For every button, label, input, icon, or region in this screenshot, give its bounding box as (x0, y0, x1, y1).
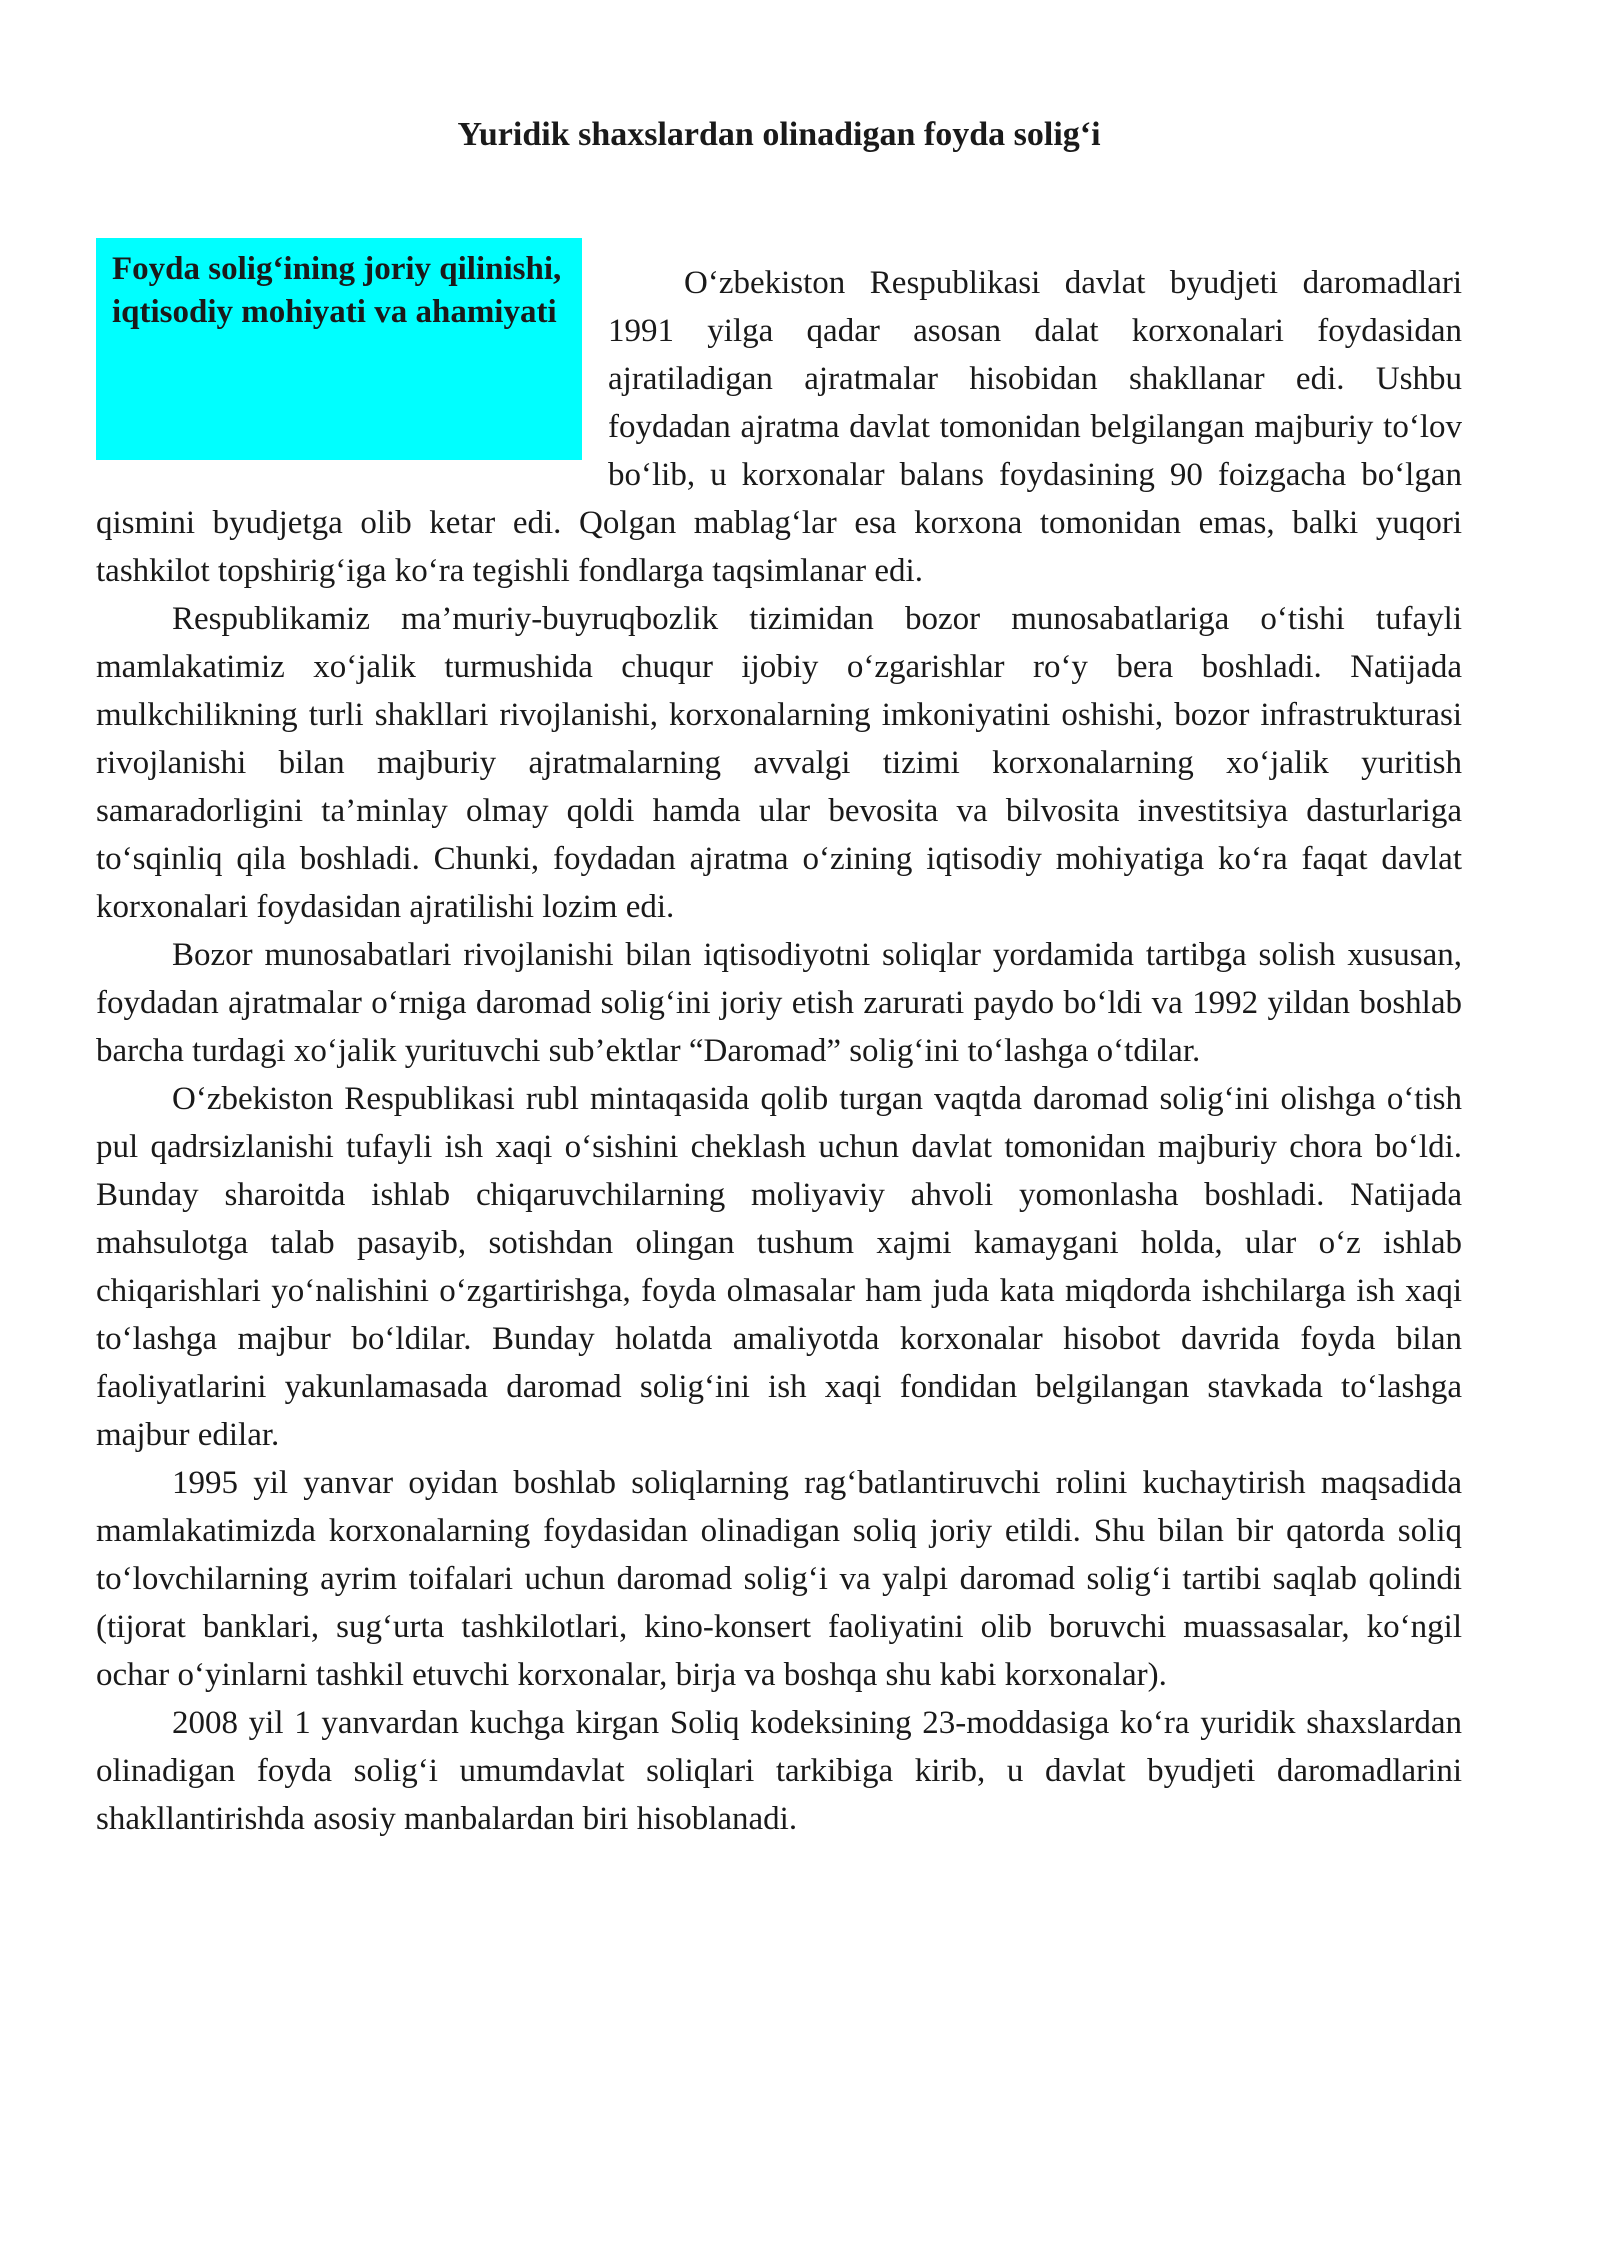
paragraph: 1995 yil yanvar oyidan boshlab soliqlarning rag‘batlantiruvchi rolini kuchaytirish maqsadida mamlakatimizda korxonalarning foydasidan olinadigan soliq joriy etildi. Shu bilan bir qatorda soliq to‘lovchilarning ayrim toifalari uchun daromad solig‘i va yalpi daromad solig‘i tartibi saqlab qolindi (tijorat banklari, sug‘urta tashkilotlari, kino-konsert faoliyatini olib boruvchi muassasalar, ko‘ngil ochar o‘yinlarni tashkil etuvchi korxonalar, birja va boshqa shu kabi korxonalar). (96, 1465, 1462, 1693)
paragraph: O‘zbekiston Respublikasi davlat byudjeti daromadlari 1991 yilga qadar asosan dalat korxonalari foydasidan ajratiladigan ajratmalar hisobidan shakllanar edi. Ushbu foydadan ajratma davlat tomonidan belgilangan majburiy to‘lov bo‘lib, u korxonalar balans foydasining 90 foizgacha bo‘lgan qismini byudjetga olib ketar edi. Qolgan mablag‘lar esa korxona tomonidan emas, balki yuqori tashkilot topshirig‘iga ko‘ra tegishli fondlarga taqsimlanar edi. (96, 265, 1462, 589)
paragraph: Bozor munosabatlari rivojlanishi bilan iqtisodiyotni soliqlar yordamida tartibga solish xususan, foydadan ajratmalar o‘rniga daromad solig‘ini joriy etish zarurati paydo bo‘ldi va 1992 yildan boshlab barcha turdagi xo‘jalik yurituvchi sub’ektlar “Daromad” solig‘ini to‘lashga o‘tdilar. (96, 937, 1462, 1069)
body-text (96, 251, 1462, 1843)
sidebar-heading: Foyda solig‘ining joriy qilinishi, iqtisodiy mohiyati va ahamiyati (112, 251, 562, 330)
paragraph: O‘zbekiston Respublikasi rubl mintaqasida qolib turgan vaqtda daromad solig‘ini olishga o‘tish pul qadrsizlanishi tufayli ish xaqi o‘sishini cheklash uchun davlat tomonidan majburiy chora bo‘ldi. Bunday sharoitda ishlab chiqaruvchilarning moliyaviy ahvoli yomonlasha boshladi. Natijada mahsulotga talab pasayib, sotishdan olingan tushum xajmi kamaygani holda, ular o‘z ishlab chiqarishlari yo‘nalishini o‘zgartirishga, foyda olmasalar ham juda kata miqdorda ishchilarga ish xaqi to‘lashga majbur bo‘ldilar. Bunday holatda amaliyotda korxonalar hisobot davrida foyda bilan faoliyatlarini yakunlamasada daromad solig‘ini ish xaqi fondidan belgilangan stavkada to‘lashga majbur edilar. (96, 1081, 1462, 1453)
sidebar-heading-box (96, 238, 582, 460)
paragraph: 2008 yil 1 yanvardan kuchga kirgan Soliq kodeksining 23-moddasiga ko‘ra yuridik shaxslardan olinadigan foyda solig‘i umumdavlat soliqlari tarkibiga kirib, u davlat byudjeti daromadlarini shakllantirishda asosiy manbalardan biri hisoblanadi. (96, 1705, 1462, 1837)
page-title: Yuridik shaxslardan olinadigan foyda solig‘i (457, 116, 1101, 153)
paragraph: Respublikamiz ma’muriy-buyruqbozlik tizimidan bozor munosabatlariga o‘tishi tufayli mamlakatimiz xo‘jalik turmushida chuqur ijobiy o‘zgarishlar ro‘y bera boshladi. Natijada mulkchilikning turli shakllari rivojlanishi, korxonalarning imkoniyatini oshishi, bozor infrastrukturasi rivojlanishi bilan majburiy ajratmalarning avvalgi tizimi korxonalarning xo‘jalik yuritish samaradorligini ta’minlay olmay qoldi hamda ular bevosita va bilvosita investitsiya dasturlariga to‘sqinliq qila boshladi. Chunki, foydadan ajratma o‘zining iqtisodiy mohiyatiga ko‘ra faqat davlat korxonalari foydasidan ajratilishi lozim edi. (96, 601, 1462, 925)
